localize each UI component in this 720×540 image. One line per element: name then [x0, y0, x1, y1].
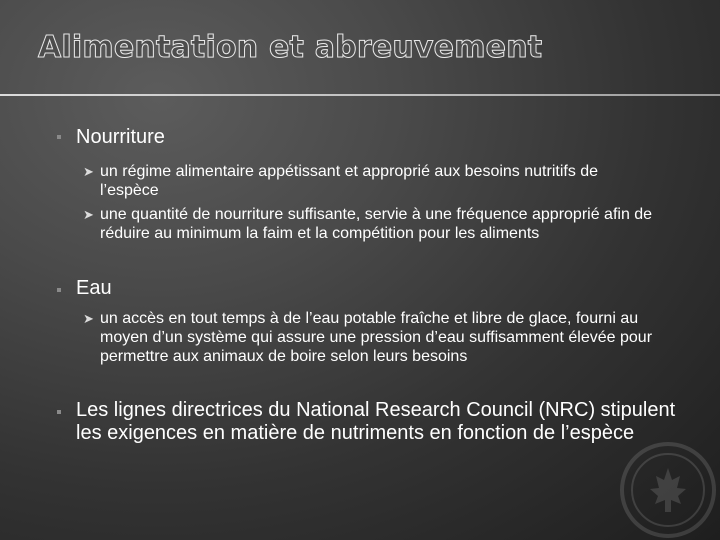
square-bullet-icon [57, 410, 61, 414]
title-divider [0, 94, 720, 96]
subbullet-regime: un régime alimentaire appétissant et approprié aux besoins nutritifs de l’espèce [100, 163, 599, 199]
bullet-nrc: Les lignes directrices du National Research Council (NRC) stipulent les exigences en matière de nutriments en fonction de l’espèce [76, 399, 676, 444]
arrow-bullet-icon: ➤ [83, 164, 94, 179]
arrow-bullet-icon: ➤ [83, 311, 94, 326]
bullet-eau: Eau [76, 277, 112, 299]
arrow-bullet-icon: ➤ [83, 207, 94, 222]
ccpa-logo-watermark-icon [618, 440, 718, 540]
subbullet-quantite: une quantité de nourriture suffisante, servie à une fréquence approprié afin de réduire au minimum la faim et la compétition pour les aliments [100, 206, 653, 242]
slide-title: Alimentation et abreuvement [38, 30, 543, 65]
bullet-nourriture: Nourriture [76, 126, 165, 148]
subbullet-acces-eau: un accès en tout temps à de l’eau potable fraîche et libre de glace, fourni au moyen d’un système qui assure une pression d’eau suffisamment élevée pour permettre aux animaux de boire selon leurs besoins [100, 310, 653, 365]
square-bullet-icon [57, 288, 61, 292]
square-bullet-icon [57, 135, 61, 139]
